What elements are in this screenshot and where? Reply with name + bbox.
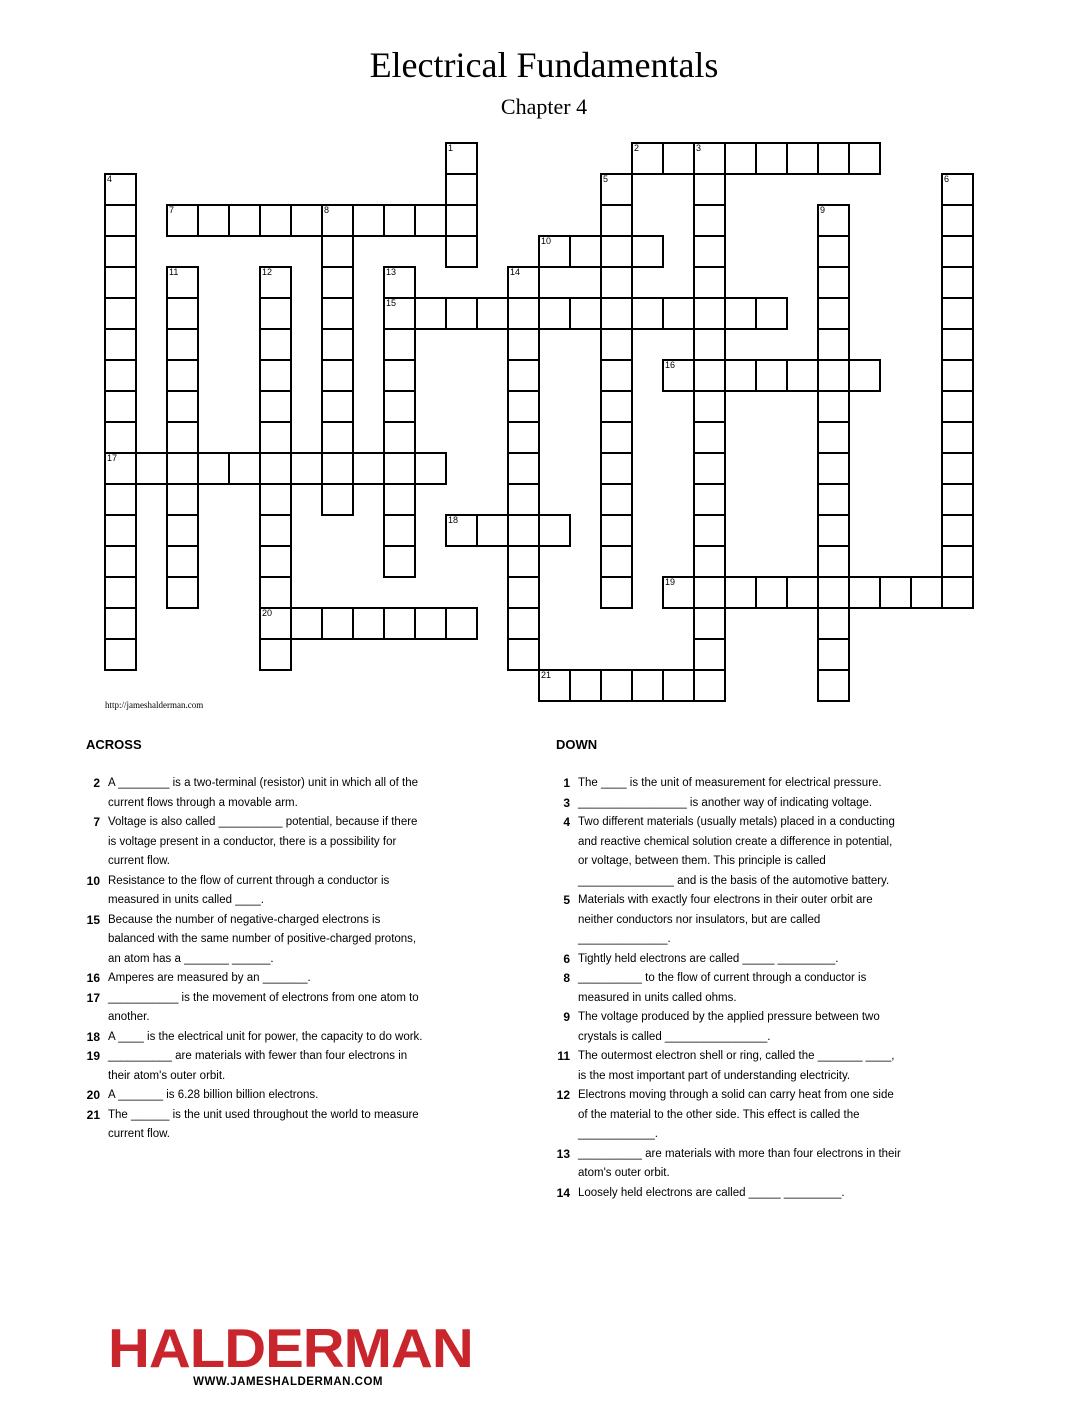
grid-cell[interactable] [817, 545, 850, 578]
grid-cell[interactable] [104, 204, 137, 237]
grid-cell[interactable] [259, 328, 292, 361]
grid-cell[interactable] [445, 173, 478, 206]
cell-number: 18 [448, 515, 459, 525]
down-clue [552, 1086, 904, 1145]
grid-cell[interactable] [414, 607, 447, 640]
grid-cell[interactable] [476, 297, 509, 330]
grid-cell[interactable] [445, 204, 478, 237]
grid-cell[interactable] [383, 452, 416, 485]
clue-text: The ______ is the unit used throughout the world to measure current flow. [108, 1108, 419, 1140]
grid-cell[interactable] [507, 390, 540, 423]
grid-cell[interactable] [166, 266, 199, 299]
clue-text: A ________ is a two-terminal (resistor) unit in which all of the current flows through a movable arm. [108, 777, 419, 809]
grid-cell[interactable] [104, 235, 137, 268]
grid-cell[interactable] [538, 669, 571, 702]
grid-cell[interactable] [259, 390, 292, 423]
grid-cell[interactable] [600, 421, 633, 454]
across-clue [82, 813, 427, 872]
grid-cell[interactable] [321, 390, 354, 423]
grid-cell[interactable] [662, 669, 695, 702]
cell-number: 16 [665, 360, 676, 370]
grid-cell[interactable] [600, 266, 633, 299]
clue-number: 13 [556, 1146, 570, 1161]
grid-cell[interactable] [693, 390, 726, 423]
clue-text: Amperes are measured by an _______. [108, 972, 311, 984]
grid-cell[interactable] [166, 204, 199, 237]
grid-cell[interactable] [693, 235, 726, 268]
grid-cell[interactable] [848, 576, 881, 609]
down-clue [552, 1047, 904, 1086]
clue-text: Because the number of negative-charged electrons is balanced with the same number of positive-charged protons, an atom has a _______ ______. [108, 913, 417, 965]
down-clue [552, 950, 904, 970]
grid-cell[interactable] [817, 514, 850, 547]
grid-cell[interactable] [817, 142, 850, 175]
grid-cell[interactable] [507, 328, 540, 361]
across-clue [82, 872, 427, 911]
grid-cell[interactable] [817, 328, 850, 361]
grid-cell[interactable] [879, 576, 912, 609]
grid-cell[interactable] [166, 390, 199, 423]
grid-cell[interactable] [290, 607, 323, 640]
grid-cell[interactable] [941, 514, 974, 547]
grid-cell[interactable] [600, 452, 633, 485]
grid-cell[interactable] [197, 204, 230, 237]
grid-cell[interactable] [724, 297, 757, 330]
grid-cell[interactable] [321, 235, 354, 268]
grid-cell[interactable] [848, 359, 881, 392]
cell-number: 17 [107, 453, 118, 463]
grid-cell[interactable] [693, 328, 726, 361]
clue-number: 7 [93, 815, 100, 829]
grid-cell[interactable] [817, 204, 850, 237]
grid-cell[interactable] [631, 235, 664, 268]
grid-cell[interactable] [693, 421, 726, 454]
clue-text: Electrons moving through a solid can carry heat from one side of the material to the other side. This effect is called the ____________. [578, 1089, 894, 1140]
grid-cell[interactable] [600, 235, 633, 268]
grid-cell[interactable] [941, 483, 974, 516]
grid-cell[interactable] [445, 235, 478, 268]
grid-cell[interactable] [383, 328, 416, 361]
grid-cell[interactable] [104, 514, 137, 547]
clue-number: 14 [556, 1185, 570, 1200]
grid-cell[interactable] [817, 235, 850, 268]
grid-cell[interactable] [941, 421, 974, 454]
down-clue [552, 794, 904, 814]
grid-cell[interactable] [817, 390, 850, 423]
grid-cell[interactable] [104, 421, 137, 454]
grid-cell[interactable] [321, 328, 354, 361]
grid-cell[interactable] [166, 297, 199, 330]
cell-number: 19 [665, 577, 676, 587]
grid-cell[interactable] [135, 452, 168, 485]
grid-cell[interactable] [321, 452, 354, 485]
grid-cell[interactable] [104, 576, 137, 609]
clue-text: Loosely held electrons are called _____ _________. [578, 1186, 845, 1199]
grid-cell[interactable] [104, 173, 137, 206]
grid-cell[interactable] [817, 452, 850, 485]
grid-cell[interactable] [383, 390, 416, 423]
grid-cell[interactable] [321, 483, 354, 516]
grid-cell[interactable] [104, 483, 137, 516]
grid-cell[interactable] [817, 607, 850, 640]
cell-number: 1 [448, 143, 454, 153]
grid-cell[interactable] [104, 545, 137, 578]
grid-cell[interactable] [383, 359, 416, 392]
grid-cell[interactable] [941, 452, 974, 485]
clue-text: A _______ is 6.28 billion billion electrons. [108, 1089, 319, 1101]
grid-cell[interactable] [383, 421, 416, 454]
down-clue [552, 774, 904, 794]
grid-cell[interactable] [259, 576, 292, 609]
clue-number: 18 [86, 1029, 100, 1044]
down-clue [552, 891, 904, 950]
grid-cell[interactable] [600, 669, 633, 702]
grid-cell[interactable] [569, 669, 602, 702]
grid-cell[interactable] [724, 576, 757, 609]
grid-cell[interactable] [259, 359, 292, 392]
grid-cell[interactable] [352, 204, 385, 237]
grid-cell[interactable] [352, 452, 385, 485]
clue-number: 9 [563, 1010, 570, 1024]
across-clue [82, 911, 427, 970]
grid-cell[interactable] [104, 390, 137, 423]
grid-cell[interactable] [631, 297, 664, 330]
grid-cell[interactable] [941, 297, 974, 330]
grid-cell[interactable] [693, 359, 726, 392]
cell-number: 5 [603, 174, 609, 184]
grid-cell[interactable] [507, 359, 540, 392]
grid-cell[interactable] [507, 576, 540, 609]
cell-number: 6 [944, 174, 950, 184]
cell-number: 8 [324, 205, 330, 215]
clue-text: __________ are materials with fewer than four electrons in their atom's outer orbit. [108, 1050, 408, 1082]
across-clue [82, 1106, 427, 1145]
clue-number: 8 [563, 971, 570, 985]
grid-cell[interactable] [755, 576, 788, 609]
clue-number: 1 [563, 776, 570, 790]
down-heading: DOWN [556, 737, 598, 752]
clue-text: Voltage is also called __________ potential, because if there is voltage present in a conductor, there is a possibility for current flow. [108, 816, 418, 867]
grid-cell[interactable] [817, 669, 850, 702]
grid-cell[interactable] [507, 638, 540, 671]
grid-cell[interactable] [259, 421, 292, 454]
grid-cell[interactable] [414, 452, 447, 485]
grid-cell[interactable] [383, 266, 416, 299]
grid-cell[interactable] [600, 576, 633, 609]
cell-number: 12 [262, 267, 273, 277]
across-clue [82, 1028, 427, 1048]
clue-number: 17 [86, 990, 100, 1005]
grid-cell[interactable] [104, 359, 137, 392]
grid-cell[interactable] [941, 328, 974, 361]
grid-cell[interactable] [321, 607, 354, 640]
grid-cell[interactable] [166, 452, 199, 485]
clue-number: 16 [86, 971, 100, 985]
clue-text: Materials with exactly four electrons in their outer orbit are neither conductors nor insulators, but are called ______________. [578, 894, 873, 945]
grid-cell[interactable] [445, 607, 478, 640]
grid-cell[interactable] [941, 390, 974, 423]
grid-cell[interactable] [507, 266, 540, 299]
clue-text: Two different materials (usually metals) placed in a conducting and reactive chemical solution create a difference in potential, or voltage, between them. This principle is called _______________ and is the basis of the automotive battery. [578, 816, 895, 887]
clue-text: A ____ is the electrical unit for power, the capacity to do work. [108, 1030, 423, 1043]
grid-cell[interactable] [321, 204, 354, 237]
grid-cell[interactable] [259, 452, 292, 485]
grid-cell[interactable] [600, 204, 633, 237]
grid-cell[interactable] [662, 576, 695, 609]
down-clue [552, 1145, 904, 1184]
down-clue [552, 969, 904, 1008]
grid-cell[interactable] [538, 235, 571, 268]
grid-cell[interactable] [600, 328, 633, 361]
grid-cell[interactable] [817, 359, 850, 392]
across-clue-list [82, 774, 427, 1145]
grid-cell[interactable] [817, 576, 850, 609]
grid-cell[interactable] [693, 545, 726, 578]
grid-cell[interactable] [259, 545, 292, 578]
grid-cell[interactable] [383, 297, 416, 330]
grid-cell[interactable] [600, 297, 633, 330]
grid-cell[interactable] [507, 297, 540, 330]
cell-number: 20 [262, 608, 273, 618]
clue-number: 15 [86, 912, 100, 927]
grid-cell[interactable] [538, 297, 571, 330]
grid-cell[interactable] [321, 266, 354, 299]
grid-cell[interactable] [941, 266, 974, 299]
grid-cell[interactable] [259, 297, 292, 330]
clue-number: 19 [86, 1049, 100, 1063]
logo-url: WWW.JAMESHALDERMAN.COM [193, 1376, 383, 1388]
page-title: Electrical Fundamentals [369, 45, 719, 85]
grid-cell[interactable] [941, 204, 974, 237]
clue-text: Resistance to the flow of current through a conductor is measured in units called ____. [108, 874, 390, 906]
page-subtitle: Chapter 4 [500, 94, 588, 119]
cell-number: 11 [169, 267, 179, 277]
grid-cell[interactable] [569, 297, 602, 330]
cell-number: 4 [107, 174, 113, 184]
clue-number: 21 [86, 1107, 100, 1122]
grid-cell[interactable] [507, 514, 540, 547]
grid-cell[interactable] [662, 359, 695, 392]
grid-cell[interactable] [414, 204, 447, 237]
grid-cell[interactable] [662, 297, 695, 330]
grid-cell[interactable] [941, 173, 974, 206]
grid-cell[interactable] [259, 266, 292, 299]
grid-cell[interactable] [507, 483, 540, 516]
grid-cell[interactable] [507, 452, 540, 485]
grid-cell[interactable] [166, 328, 199, 361]
across-clue [82, 1086, 427, 1106]
grid-cell[interactable] [786, 142, 819, 175]
grid-cell[interactable] [817, 266, 850, 299]
grid-cell[interactable] [693, 607, 726, 640]
grid-cell[interactable] [724, 359, 757, 392]
grid-cell[interactable] [755, 297, 788, 330]
grid-cell[interactable] [724, 142, 757, 175]
grid-cell[interactable] [693, 483, 726, 516]
grid-cell[interactable] [848, 142, 881, 175]
across-clue [82, 969, 427, 989]
across-clue [82, 989, 427, 1028]
cell-number: 14 [510, 267, 521, 277]
grid-cell[interactable] [507, 421, 540, 454]
cell-number: 21 [541, 670, 552, 680]
grid-cell[interactable] [507, 545, 540, 578]
grid-cell[interactable] [166, 514, 199, 547]
grid-cell[interactable] [569, 235, 602, 268]
down-clue [552, 1008, 904, 1047]
clue-number: 11 [557, 1049, 570, 1063]
grid-cell[interactable] [445, 514, 478, 547]
grid-cell[interactable] [476, 514, 509, 547]
grid-cell[interactable] [600, 483, 633, 516]
down-clue [552, 813, 904, 891]
grid-cell[interactable] [383, 483, 416, 516]
down-clue [552, 1184, 904, 1204]
grid-cell[interactable] [507, 607, 540, 640]
grid-cell[interactable] [259, 204, 292, 237]
clue-number: 2 [93, 776, 100, 790]
clue-text: _________________ is another way of indicating voltage. [578, 796, 873, 809]
grid-cell[interactable] [941, 576, 974, 609]
grid-cell[interactable] [600, 545, 633, 578]
grid-cell[interactable] [166, 421, 199, 454]
clue-text: __________ to the flow of current through a conductor is measured in units called ohms. [578, 972, 867, 1004]
across-heading: ACROSS [86, 737, 142, 752]
cell-number: 10 [541, 236, 552, 246]
grid-cell[interactable] [321, 359, 354, 392]
clue-number: 5 [563, 893, 570, 907]
grid-cell[interactable] [817, 421, 850, 454]
grid-cell[interactable] [693, 452, 726, 485]
grid-cell[interactable] [104, 328, 137, 361]
grid-cell[interactable] [104, 638, 137, 671]
grid-cell[interactable] [383, 607, 416, 640]
halderman-logo [108, 1317, 473, 1388]
clue-text: ___________ is the movement of electrons from one atom to another. [108, 991, 419, 1023]
grid-cell[interactable] [693, 173, 726, 206]
cell-number: 15 [386, 298, 397, 308]
clue-text: Tightly held electrons are called _____ _________. [578, 952, 839, 965]
grid-cell[interactable] [352, 607, 385, 640]
grid-cell[interactable] [259, 514, 292, 547]
clue-text: The outermost electron shell or ring, called the _______ ____, is the most important part of understanding electricity. [578, 1050, 895, 1082]
grid-cell[interactable] [383, 514, 416, 547]
grid-cell[interactable] [228, 204, 261, 237]
grid-cell[interactable] [755, 142, 788, 175]
grid-cell[interactable] [538, 514, 571, 547]
grid-cell[interactable] [693, 297, 726, 330]
grid-cell[interactable] [693, 266, 726, 299]
grid-cell[interactable] [817, 638, 850, 671]
cell-number: 7 [169, 205, 175, 215]
grid-cell[interactable] [290, 204, 323, 237]
cell-number: 2 [634, 143, 640, 153]
grid-cell[interactable] [166, 359, 199, 392]
grid-cell[interactable] [259, 638, 292, 671]
grid-cell[interactable] [104, 266, 137, 299]
grid-cell[interactable] [414, 297, 447, 330]
grid-cell[interactable] [693, 638, 726, 671]
clue-number: 6 [563, 951, 570, 966]
grid-cell[interactable] [383, 545, 416, 578]
clue-number: 10 [86, 873, 100, 888]
clue-text: The ____ is the unit of measurement for electrical pressure. [578, 777, 882, 789]
grid-cell[interactable] [104, 297, 137, 330]
cell-number: 13 [386, 267, 397, 277]
grid-cell[interactable] [228, 452, 261, 485]
grid-cell[interactable] [600, 514, 633, 547]
cell-number: 3 [696, 143, 702, 153]
grid-cell[interactable] [693, 142, 726, 175]
grid-cell[interactable] [817, 297, 850, 330]
grid-cell[interactable] [321, 297, 354, 330]
grid-cell[interactable] [600, 359, 633, 392]
grid-cell[interactable] [445, 297, 478, 330]
grid-cell[interactable] [290, 452, 323, 485]
grid-cell[interactable] [166, 576, 199, 609]
grid-cell[interactable] [755, 359, 788, 392]
across-clue [82, 774, 427, 813]
grid-cell[interactable] [600, 390, 633, 423]
grid-cell[interactable] [166, 545, 199, 578]
down-clue-list [552, 774, 904, 1203]
grid-cell[interactable] [259, 607, 292, 640]
clue-text: __________ are materials with more than four electrons in their atom's outer orbit. [578, 1147, 901, 1179]
clue-number: 12 [556, 1088, 570, 1102]
grid-cell[interactable] [693, 576, 726, 609]
grid-cell[interactable] [631, 142, 664, 175]
grid-cell[interactable] [786, 576, 819, 609]
grid-cell[interactable] [600, 173, 633, 206]
clue-text: The voltage produced by the applied pressure between two crystals is called ________________. [578, 1011, 880, 1043]
clue-number: 20 [86, 1088, 100, 1102]
grid-cell[interactable] [631, 669, 664, 702]
grid-cell[interactable] [941, 545, 974, 578]
grid-cell[interactable] [104, 607, 137, 640]
source-url[interactable]: http://jameshalderman.com [105, 700, 204, 710]
grid-cell[interactable] [941, 359, 974, 392]
logo-wordmark: HALDERMAN [108, 1317, 473, 1380]
grid-cell[interactable] [817, 483, 850, 516]
clue-number: 3 [563, 795, 570, 810]
cell-number: 9 [820, 205, 826, 215]
grid-cell[interactable] [383, 204, 416, 237]
grid-cell[interactable] [941, 235, 974, 268]
across-clue [82, 1047, 427, 1086]
grid-cell[interactable] [662, 142, 695, 175]
grid-cell[interactable] [693, 204, 726, 237]
grid-cell[interactable] [786, 359, 819, 392]
grid-cell[interactable] [910, 576, 943, 609]
grid-cell[interactable] [259, 483, 292, 516]
grid-cell[interactable] [197, 452, 230, 485]
grid-cell[interactable] [166, 483, 199, 516]
grid-cell[interactable] [321, 421, 354, 454]
grid-cell[interactable] [693, 514, 726, 547]
grid-cell[interactable] [445, 142, 478, 175]
grid-cell[interactable] [104, 452, 137, 485]
clue-number: 4 [563, 815, 570, 829]
grid-cell[interactable] [693, 669, 726, 702]
